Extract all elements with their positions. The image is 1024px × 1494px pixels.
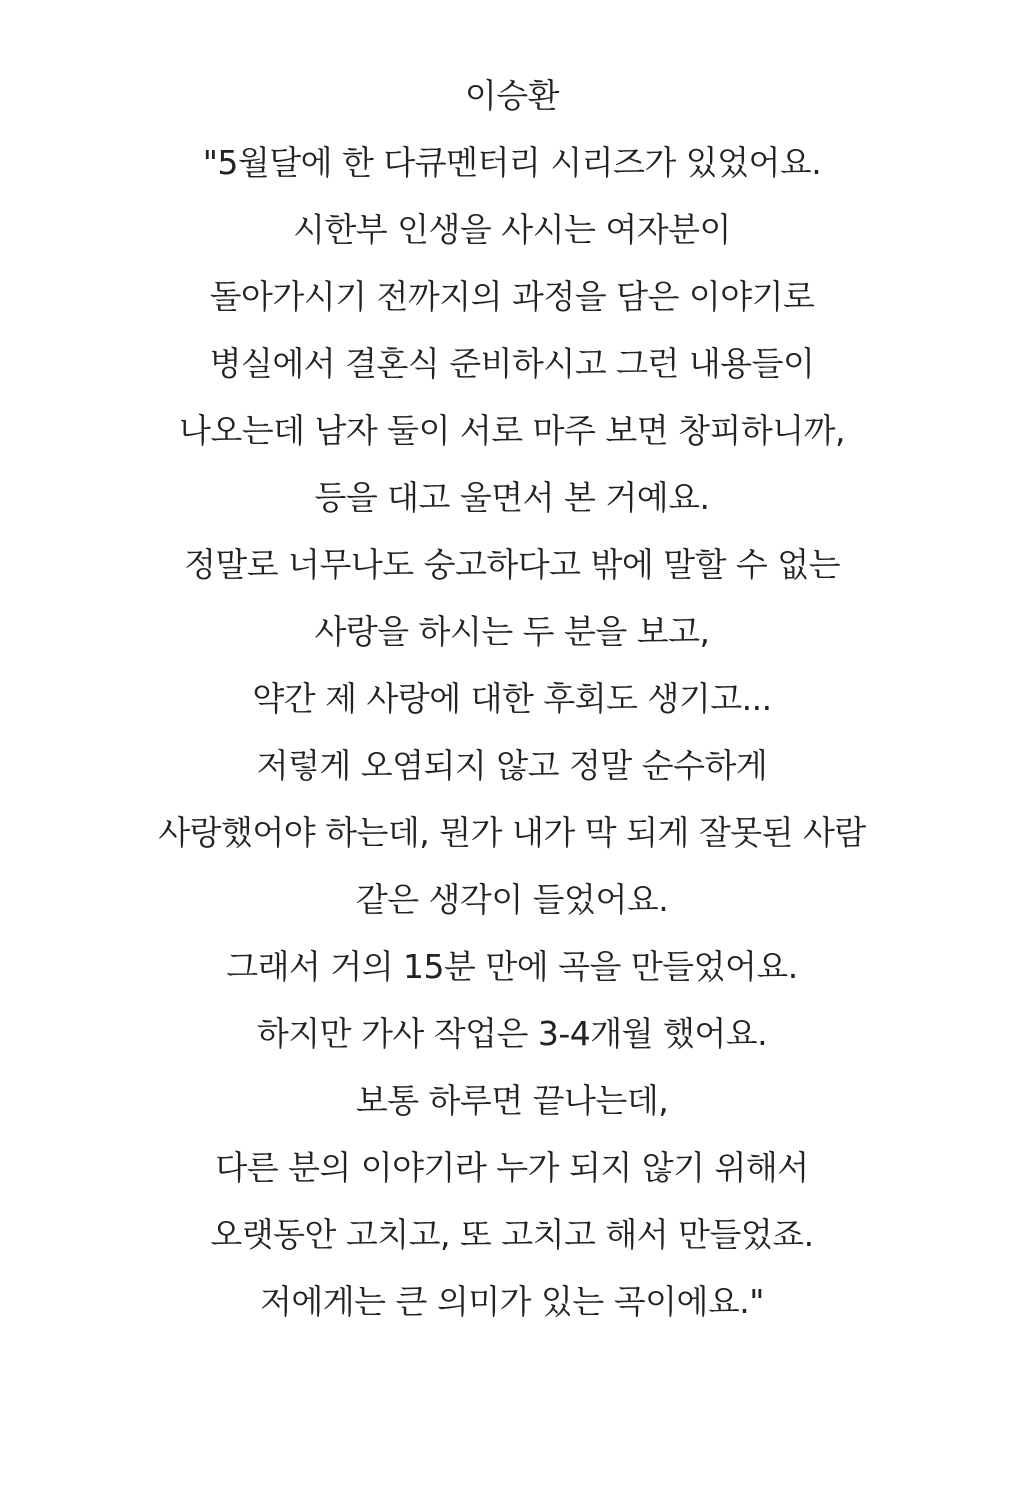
quote-line: 시한부 인생을 사시는 여자분이 xyxy=(293,210,731,249)
quote-line: 약간 제 사랑에 대한 후회도 생기고... xyxy=(252,679,772,718)
quote-line: 오랫동안 고치고, 또 고치고 해서 만들었죠. xyxy=(210,1215,814,1254)
quote-line: 보통 하루면 끝나는데, xyxy=(355,1081,669,1120)
quote-line: 다른 분의 이야기라 누가 되지 않기 위해서 xyxy=(215,1148,809,1187)
quote-line: 정말로 너무나도 숭고하다고 밖에 말할 수 없는 xyxy=(183,545,841,584)
speaker-name: 이승환 xyxy=(464,76,560,115)
quote-line: 그래서 거의 15분 만에 곡을 만들었어요. xyxy=(226,947,798,986)
quote-line: 병실에서 결혼식 준비하시고 그런 내용들이 xyxy=(209,344,815,383)
quote-line: 하지만 가사 작업은 3-4개월 했어요. xyxy=(256,1014,768,1053)
quote-line: 같은 생각이 들었어요. xyxy=(355,880,669,919)
quote-line: 저에게는 큰 의미가 있는 곡이에요." xyxy=(260,1282,764,1321)
quote-document xyxy=(0,62,1024,1335)
quote-line: 사랑을 하시는 두 분을 보고, xyxy=(314,612,710,651)
quote-line: 돌아가시기 전까지의 과정을 담은 이야기로 xyxy=(209,277,815,316)
quote-line: 저렇게 오염되지 않고 정말 순수하게 xyxy=(256,746,768,785)
quote-line: 나오는데 남자 둘이 서로 마주 보면 창피하니까, xyxy=(178,411,846,450)
quote-line: 등을 대고 울면서 본 거예요. xyxy=(314,478,710,517)
quote-line: "5월달에 한 다큐멘터리 시리즈가 있었어요. xyxy=(202,143,822,182)
quote-line: 사랑했어야 하는데, 뭔가 내가 막 되게 잘못된 사람 xyxy=(158,813,866,852)
